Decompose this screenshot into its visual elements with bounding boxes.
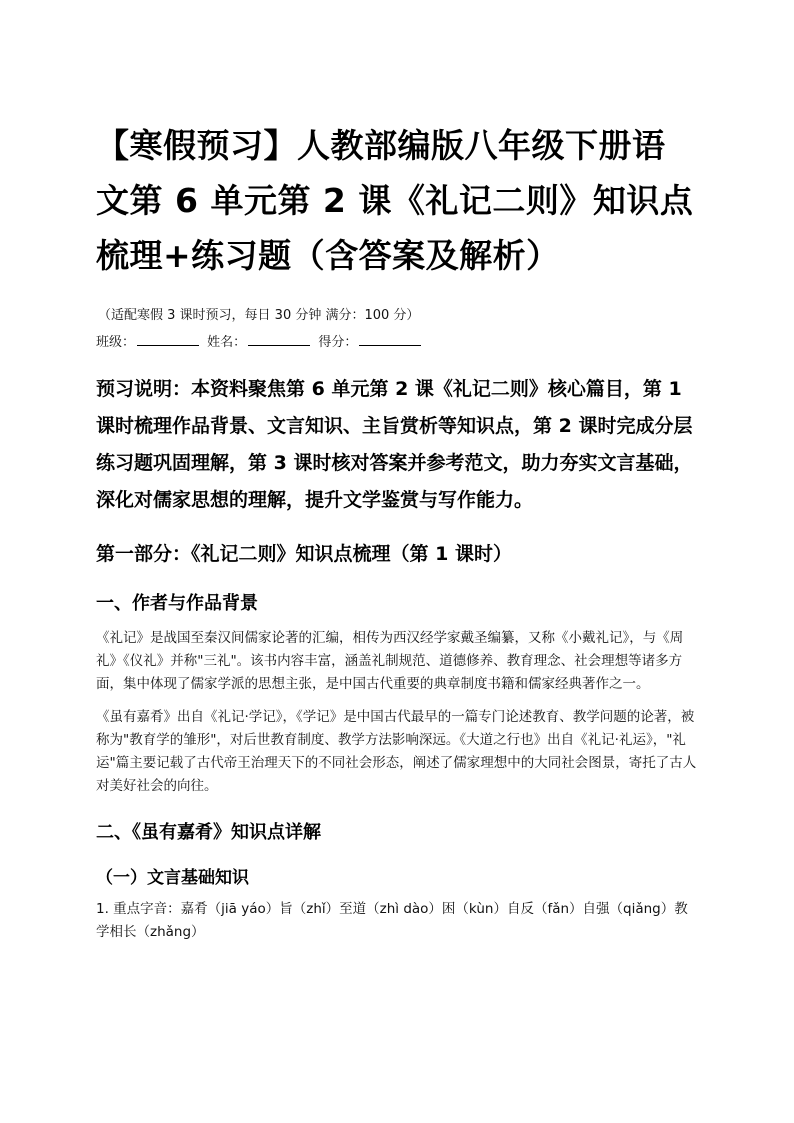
document-title: 【寒假预习】人教部编版八年级下册语文第 6 单元第 2 课《礼记二则》知识点梳理+练习题（含答案及解析） bbox=[96, 126, 694, 275]
document-meta bbox=[96, 303, 698, 355]
section-author-background-heading: 一、作者与作品背景 bbox=[96, 593, 258, 614]
part-one-heading: 第一部分：《礼记二则》知识点梳理（第 1 课时） bbox=[96, 543, 512, 565]
score-label: 得分： bbox=[318, 335, 358, 350]
pronunciation-item: 1. 重点字音：嘉肴（jiā yáo）旨（zhǐ）至道（zhì dào）困（kùn）自反（fǎn）自强（qiǎng）教学相长（zhǎng） bbox=[96, 901, 688, 940]
subsection-classical-basics-heading: （一）文言基础知识 bbox=[96, 868, 249, 888]
section-author-paragraph-1: 《礼记》是战国至秦汉间儒家论著的汇编，相传为西汉经学家戴圣编纂，又称《小戴礼记》，与《周礼》《仪礼》并称"三礼"。该书内容丰富，涵盖礼制规范、道德修养、教育理念、社会理想等诸多方面，集中体现了儒家学派的思想主张，是中国古代重要的典章制度书籍和儒家经典著作之一。 bbox=[96, 630, 684, 692]
section-author-paragraph-2: 《虽有嘉肴》出自《礼记·学记》，《学记》是中国古代最早的一篇专门论述教育、教学问题的论著，被称为"教育学的雏形"，对后世教育制度、教学方法影响深远。《大道之行也》出自《礼记·礼运》，"礼运"篇主要记载了古代帝王治理天下的不同社会形态，阐述了儒家理想中的大同社会图景，寄托了古人对美好社会的向往。 bbox=[96, 709, 697, 794]
name-label: 姓名： bbox=[207, 335, 247, 350]
preview-instructions: 预习说明：本资料聚焦第 6 单元第 2 课《礼记二则》核心篇目，第 1 课时梳理作品背景、文言知识、主旨赏析等知识点，第 2 课时完成分层练习题巩固理解，第 3 课时核对答案并参考范文，助力夯实文言基础，深化对儒家思想的理解，提升文学鉴赏与写作能力。 bbox=[96, 378, 693, 511]
student-info-fields bbox=[96, 330, 698, 355]
class-blank bbox=[137, 333, 199, 346]
name-blank bbox=[248, 333, 310, 346]
class-label: 班级： bbox=[96, 335, 136, 350]
document-content bbox=[96, 118, 698, 944]
score-blank bbox=[359, 333, 421, 346]
session-note: （适配寒假 3 课时预习，每日 30 分钟 满分：100 分） bbox=[98, 308, 420, 323]
section-text-details-heading: 二、《虽有嘉肴》知识点详解 bbox=[96, 822, 321, 843]
